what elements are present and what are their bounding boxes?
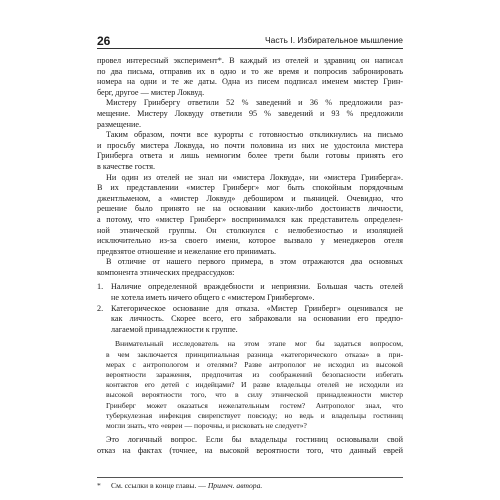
text-line: в чем заключается принципиальная разница «категорического отказа» в при- [106, 349, 403, 359]
text-line: высокой вероятности того, что в силу этнической принадлежности мистер [106, 390, 403, 400]
body-text [97, 56, 403, 456]
text-line: В их представлении «мистер Гринберг» мог быть спокойным порядочным [97, 183, 403, 193]
text-line: контактов его детей с индейцами? И разве владельцы отелей не исходили из [106, 380, 403, 390]
text-line: как личность. Скорее всего, его забраковали на основании его предпо- [111, 314, 403, 324]
header-rule [97, 48, 403, 49]
text-line: берг, другое — мистер Локвуд. [97, 87, 205, 97]
text-line: мерах с антропологом и отелями? Разве антрополог не исходил из высокой [106, 359, 403, 369]
text-line: вероятности заражения, предпочитая из соображений безопасности избегать [106, 370, 403, 379]
text-line: джентльменом, а «мистер Локвуд» дебоширом и пьяницей. Очевидно, что [97, 193, 403, 203]
paragraph [97, 257, 403, 278]
paragraph [97, 98, 403, 130]
paragraph [97, 56, 403, 98]
text-line: не хотела иметь ничего общего с «мистером Гринбергом». [111, 293, 315, 303]
block-quote [106, 339, 403, 431]
text-line: номера на одни и те же даты. Одна из писем подписал именем мистер Грин- [97, 77, 403, 87]
footnote-note: Примеч. автора. [207, 481, 263, 490]
text-line: и просьбу мистера Локвуда, но почти половина из них не удостоила мистера [97, 140, 403, 150]
text-line: решение было принято не на основании каких-либо достоинств личности, [97, 204, 403, 214]
text-line: Гринберга ответа и лишь немногим более трети были готовы принять его [97, 151, 403, 161]
text-line: туберкулезная инфекция свирепствует повсюду; но ведь и владельцы гостиниц [106, 410, 403, 420]
text-line: по два письма, отправив их в одно и то же время и попросив забронировать [97, 66, 403, 76]
text-line: Внимательный исследователь на этом этапе мог бы задаться вопросом, [115, 339, 403, 349]
running-header: Часть I. Избирательное мышление [265, 35, 403, 45]
text-line: исключительно из-за своего имени, которое вызвало у менеджеров отеля [97, 236, 403, 246]
text-line: Гринберг может оказаться нежелательным гостем? Антрополог знал, что [106, 400, 403, 410]
text-line: Мистеру Гринбергу ответили 52 % заведений и 36 % предложили раз- [106, 98, 403, 108]
text-line: мещение. Мистеру Локвуду ответили 95 % заведений и 93 % предложили [97, 108, 403, 118]
paragraph [97, 130, 403, 172]
numbered-list [97, 282, 403, 335]
text-line: Таким образом, почти все курорты с готовностью откликнулись на письмо [106, 130, 403, 140]
text-line: Ни один из отелей не знал ни «мистера Локвуда», ни «мистера Гринберга». [106, 172, 403, 182]
list-item [97, 304, 403, 336]
text-line: размещение. [97, 119, 142, 129]
text-line: ной этнической группы. Он столкнулся с нелюбезностью и изоляцией [97, 225, 403, 235]
paragraph [97, 173, 403, 258]
text-line: а потому, что «мистер Гринберг» воспринимался как представитель определен- [97, 214, 403, 224]
footnote-mark: * [97, 481, 101, 490]
text-line: Категорическое основание для отказа. «Мистер Гринберг» оценивался не [111, 303, 403, 313]
list-number: 1. [97, 282, 104, 292]
text-line: компонента этнических предрассудков: [97, 267, 235, 277]
text-line: провел интересный эксперимент*. В каждый из отелей и здравниц он написал [97, 56, 403, 65]
text-line: в качестве гостя. [97, 161, 156, 171]
text-line: могли знать, что «евреи — порочны, и рисковать не следует»? [106, 420, 307, 430]
list-number: 2. [97, 303, 104, 313]
text-line: отказ на фактах (точнее, на высокой вероятности того, что данный еврей [97, 445, 403, 455]
text-line: предвзятое отношение и нежелание его принимать. [97, 246, 277, 256]
text-line: лагаемой принадлежности к группе. [111, 324, 238, 334]
footnote [97, 481, 403, 491]
page-number: 26 [97, 34, 111, 48]
text-line: В отличие от нашего первого примера, в этом отражаются два основных [106, 257, 403, 267]
text-line: Наличие определенной враждебности и неприязни. Большая часть отелей [111, 282, 403, 292]
footnote-text: См. ссылки в конце главы. — [111, 481, 208, 490]
paragraph [97, 435, 403, 456]
text-line: Это логичный вопрос. Если бы владельцы гостиниц основывали свой [106, 435, 403, 445]
list-item [97, 282, 403, 303]
footnote-rule [97, 477, 403, 478]
